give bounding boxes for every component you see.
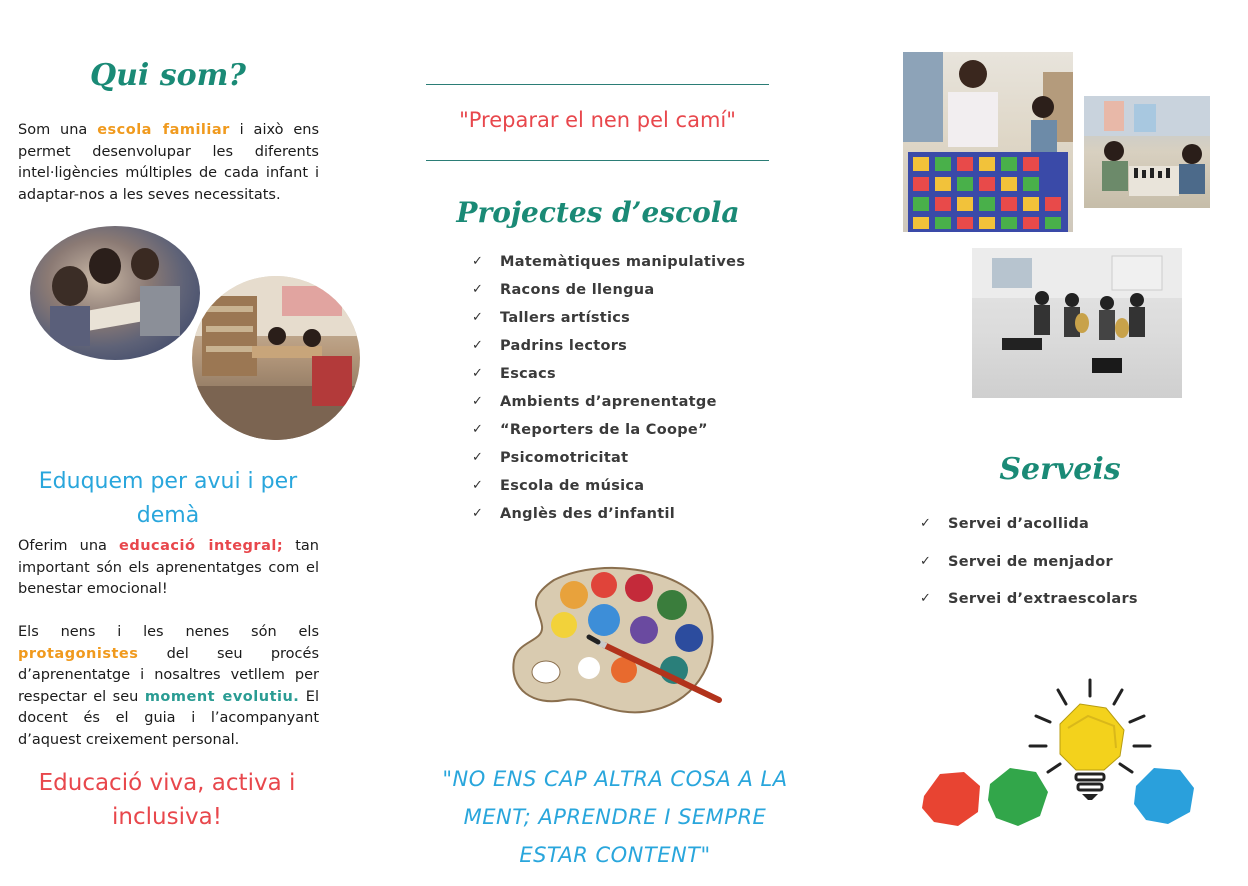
p1-highlight: educació integral; — [119, 538, 284, 554]
project-label: “Reporters de la Coope” — [500, 422, 708, 438]
p2-text: Els nens i les nenes són els — [18, 624, 319, 640]
check-icon: ✓ — [920, 516, 932, 531]
motto-bottom-divider — [426, 160, 769, 161]
project-label: Anglès des d’infantil — [500, 506, 676, 522]
check-icon: ✓ — [472, 338, 484, 353]
project-label: Racons de llengua — [500, 282, 655, 298]
qui-som-title: Qui som? — [89, 58, 246, 93]
projects-list — [472, 254, 792, 534]
alphabet-mat-photo — [903, 52, 1073, 232]
p1-text-rest: tan important són els aprenentatges com el benestar emocional! — [18, 538, 319, 597]
list-item — [472, 478, 792, 506]
intro-paragraph — [18, 120, 319, 206]
lightbulb-paper-balls-image — [918, 666, 1210, 846]
project-label: Padrins lectors — [500, 338, 628, 354]
check-icon: ✓ — [920, 591, 932, 606]
slogan: Educació viva, activa i inclusiva! — [38, 770, 296, 830]
music-class-photo — [972, 248, 1182, 398]
service-label: Servei de menjador — [948, 553, 1113, 570]
projectes-title: Projectes d’escola — [456, 196, 740, 229]
project-label: Matemàtiques manipulatives — [500, 254, 746, 270]
services-list — [920, 516, 1220, 629]
list-item — [472, 394, 792, 422]
list-item — [472, 338, 792, 366]
quote: "NO ENS CAP ALTRA COSA A LA MENT; APRENDRE I SEMPRE ESTAR CONTENT" — [442, 767, 788, 867]
list-item — [472, 254, 792, 282]
p2-text-rest: El docent és el guia i l’acompanyant d’aquest creixement personal. — [18, 688, 319, 748]
motto-top-divider — [426, 84, 769, 85]
check-icon: ✓ — [920, 553, 932, 569]
check-icon: ✓ — [472, 478, 484, 493]
list-item — [472, 506, 792, 534]
check-icon: ✓ — [472, 422, 484, 437]
check-icon: ✓ — [472, 506, 484, 521]
intro-text: Som una — [18, 122, 98, 138]
chess-photo — [1084, 96, 1210, 208]
kids-reading-photo — [30, 226, 200, 360]
check-icon: ✓ — [472, 394, 484, 409]
list-item — [472, 310, 792, 338]
classroom-photo — [192, 276, 360, 440]
list-item — [920, 554, 1220, 592]
serveis-title: Serveis — [999, 452, 1121, 487]
eduquem-subtitle: Eduquem per avui i per demà — [38, 469, 298, 528]
check-icon: ✓ — [472, 254, 484, 269]
service-label: Servei d’extraescolars — [948, 591, 1138, 607]
p1-text: Oferim una — [18, 538, 120, 554]
list-item — [472, 282, 792, 310]
p2-highlight-moment: moment evolutiu. — [144, 688, 300, 705]
list-item — [472, 450, 792, 478]
list-item — [472, 366, 792, 394]
project-label: Escola de música — [500, 478, 645, 494]
list-item — [920, 516, 1220, 554]
check-icon: ✓ — [472, 366, 484, 381]
project-label: Ambients d’aprenentatge — [500, 394, 717, 410]
intro-text-rest: i això ens permet desenvolupar les diferents intel·ligències múltiples de cada infant i adaptar-nos a les seves necessitats. — [18, 122, 319, 203]
protagonistes-paragraph — [18, 622, 319, 751]
project-label: Escacs — [500, 366, 556, 382]
educacio-integral-paragraph — [18, 536, 319, 601]
check-icon: ✓ — [472, 282, 484, 297]
list-item — [920, 591, 1220, 629]
p2-highlight-protagonistes: protagonistes — [18, 645, 139, 662]
list-item — [472, 422, 792, 450]
p2-text-mid: del seu procés d’aprenentatge i nosaltres vetllem per respectar el seu — [18, 645, 319, 705]
check-icon: ✓ — [472, 450, 484, 465]
intro-highlight: escola familiar — [97, 122, 230, 138]
check-icon: ✓ — [472, 310, 484, 325]
project-label: Tallers artístics — [500, 310, 631, 326]
paint-palette-image — [494, 560, 730, 724]
project-label: Psicomotricitat — [500, 450, 629, 466]
service-label: Servei d’acollida — [948, 516, 1090, 532]
motto: "Preparar el nen pel camí" — [459, 108, 736, 132]
